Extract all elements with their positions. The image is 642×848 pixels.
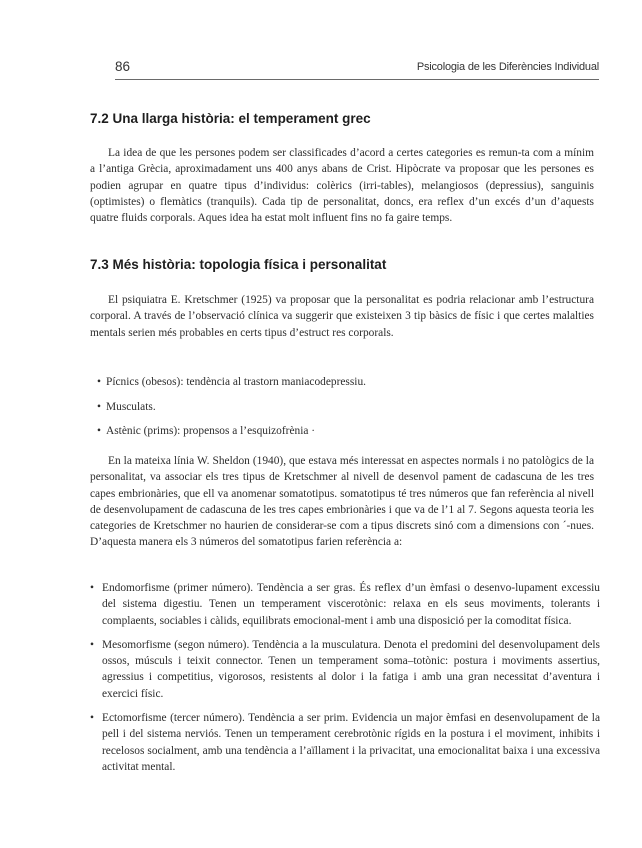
list-item-endomorfisme: • Endomorfisme (primer número). Tendència a ser gras. És reflex d’un èmfasi o desenvo-lupament excessiu del sistema digestiu. Tenen un temperament viscerotònic: relaxa en els seus moviments, tolerants i complaents, sociables i càlids, equilibrats emocional-ment i amb una disposició per la comoditat física. — [90, 580, 600, 629]
list-item-astenic: • Astènic (prims): propensos a l’esquizofrènia · — [97, 423, 366, 448]
paragraph-greek-temperament: La idea de que les persones podem ser classificades d’acord a certes categories es remun-ta com a mínim a l’antiga Grècia, aproximadament uns 400 anys abans de Crist. Hipòcrate va proposar que les persones es podien agrupar en quatre tipus d’individus: colèrics (irri-tables), melangiosos (depressius), sanguinis (optimistes) o flemàtics (tranquils). Cada tip de personalitat, doncs, era reflex d’un excés d’un d’aquests quatre fluids corporals. Aques idea ha estat molt influent fins no fa gaire temps. — [90, 147, 594, 225]
paragraph-kretschmer: El psiquiatra E. Kretschmer (1925) va proposar que la personalitat es podria relacionar amb l’estructura corporal. A través de l’observació clínica va suggerir que existeixen 3 tip bàsics de físic i que certes malalties mentals serien més probables en certs tipus d’estruct res corporals. — [90, 294, 594, 339]
body-type-list — [97, 374, 366, 448]
page-header — [115, 57, 599, 80]
list-item-ectomorfisme: • Ectomorfisme (tercer número). Tendència a ser prim. Evidencia un major èmfasi en desenvolupament de la pell i del sistema nerviós. Tenen un temperament cerebrotònic rígids en la postura i el moviment, inhibits i recelosos socialment, amb una tendència a l’aïllament i la privacitat, una emocionalitat baixa i una excessiva activitat mental. — [90, 710, 600, 775]
list-item-musculats: • Musculats. — [97, 399, 366, 424]
page-number: 86 — [115, 59, 131, 74]
list-item-picnics: • Pícnics (obesos): tendència al trastorn maniacodepressiu. — [97, 374, 366, 399]
list-item-mesomorfisme: • Mesomorfisme (segon número). Tendència a la musculatura. Denota el predomini del desenvolupament dels ossos, músculs i teixit connector. Tenen un temperament soma–totònic: postura i moviments assertius, agressius i competitius, vigorosos, resistents al dolor i la fatiga i amb una gran necessitat d’aventura i exercici físic. — [90, 637, 600, 702]
section-heading-7-2: 7.2 Una llarga història: el temperament grec — [90, 111, 371, 126]
running-title: Psicologia de les Diferències Individual — [416, 61, 599, 73]
somatotype-list — [90, 580, 600, 783]
section-heading-7-3: 7.3 Més història: topologia física i personalitat — [90, 257, 387, 272]
paragraph-sheldon: En la mateixa línia W. Sheldon (1940), que estava més interessat en aspectes normals i no patològics de la personalitat, va associar els tres tipus de Kretschmer al nivell de desenvol pament de cadascuna de les tres capes embrionàries, que ell va anomenar somatotipus. somatotipus té tres números que fan referència al nivell de desenvolupament de cadascuna de les tres capes embrionàries i que va de l’1 al 7. Segons aquesta teoria les categories de Kretschmer no haurien de considerar-se com a tipus discrets sinó com a dimensions con ´-nues. D’aquesta manera els 3 números del somatotipus farien referència a: — [90, 455, 594, 549]
